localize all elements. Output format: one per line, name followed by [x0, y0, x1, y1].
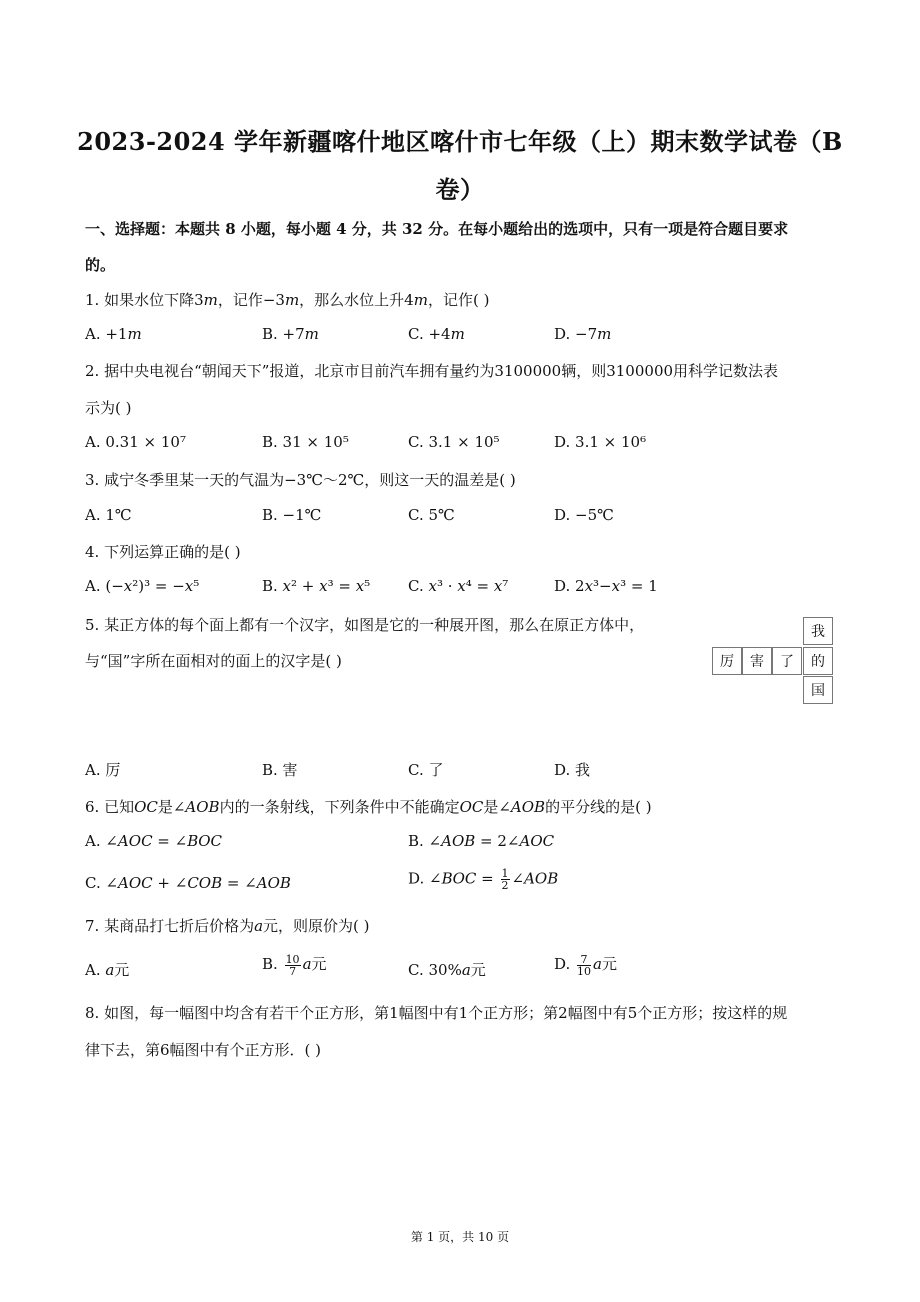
question-8-stem-line1: 8. 如图，每一幅图中均含有若干个正方形，第1幅图中有1个正方形；第2幅图中有5个正方形；按这样的规: [85, 1004, 788, 1022]
fraction-numerator: 1: [501, 867, 509, 880]
exam-title-line2: 卷）: [435, 175, 485, 204]
question-2-option-a: A. 0.31 × 10⁷: [85, 433, 186, 451]
fraction-denominator: 2: [501, 879, 509, 892]
question-6-option-c: C. ∠𝐴𝑂𝐶 + ∠𝐶𝑂𝐵 = ∠𝐴𝑂𝐵: [85, 874, 291, 892]
cube-face-bottom: 国: [803, 676, 833, 704]
question-4-option-d: D. 2𝑥³−𝑥³ = 1: [554, 577, 658, 595]
question-5-option-b: B. 害: [262, 761, 298, 779]
section-heading-line1: 一、选择题：本题共 8 小题，每小题 4 分，共 32 分。在每小题给出的选项中，只有一项是符合题目要求: [85, 220, 789, 238]
question-3-option-a: A. 1℃: [85, 506, 132, 524]
cube-face-row-4: 的: [803, 647, 833, 675]
question-8-stem-line2: 律下去，第6幅图中有个正方形．( ): [85, 1041, 322, 1059]
fraction-one-half: [501, 868, 510, 891]
question-7-option-b: [262, 953, 327, 977]
cube-face-row-2: 害: [742, 647, 772, 675]
question-3-option-b: B. −1℃: [262, 506, 322, 524]
question-5-option-a: A. 厉: [85, 761, 121, 779]
question-2-option-d: D. 3.1 × 10⁶: [554, 433, 647, 451]
question-1-option-c: C. +4𝑚: [408, 325, 465, 343]
question-6-option-b: B. ∠𝐴𝑂𝐵 = 2∠𝐴𝑂𝐶: [408, 832, 555, 850]
question-3-option-d: D. −5℃: [554, 506, 614, 524]
question-5-stem-line2: 与“国”字所在面相对的面上的汉字是( ): [85, 652, 342, 670]
cube-face-top: 我: [803, 617, 833, 645]
page-footer: 第 1 页，共 10 页: [410, 1230, 510, 1244]
fraction-denominator: 7: [289, 964, 297, 978]
question-6-option-d: [408, 868, 558, 891]
question-5-option-d: D. 我: [554, 761, 591, 779]
fraction-numerator: 7: [577, 954, 591, 966]
question-7-option-b-prefix: B.: [262, 955, 283, 973]
question-4-stem: 4. 下列运算正确的是( ): [85, 543, 241, 561]
exam-title-line1: 2023-2024 学年新疆喀什地区喀什市七年级（上）期末数学试卷（B: [77, 127, 843, 156]
question-4-option-a: A. (−𝑥²)³ = −𝑥⁵: [85, 577, 200, 595]
question-2-stem-line1: 2. 据中央电视台“朝闻天下”报道，北京市目前汽车拥有量约为3100000辆，则3100000用科学记数法表: [85, 362, 779, 380]
question-6-option-d-prefix: D. ∠𝐵𝑂𝐶 =: [408, 869, 499, 888]
question-5-stem-line1: 5. 某正方体的每个面上都有一个汉字，如图是它的一种展开图，那么在原正方体中，: [85, 616, 645, 634]
question-3-option-c: C. 5℃: [408, 506, 455, 524]
question-2-stem-line2: 示为( ): [85, 399, 132, 417]
question-7-stem: 7. 某商品打七折后价格为𝑎元，则原价为( ): [85, 917, 370, 935]
question-4-option-b: B. 𝑥² + 𝑥³ = 𝑥⁵: [262, 577, 371, 595]
question-7-option-d: [554, 953, 617, 977]
question-7-option-c: C. 30%𝑎元: [408, 961, 486, 979]
question-1-option-a: A. +1𝑚: [85, 325, 142, 343]
fraction-numerator: 10: [285, 952, 300, 966]
fraction-seven-tenths: [577, 954, 591, 977]
question-1-option-d: D. −7𝑚: [554, 325, 612, 343]
section-heading-line2: 的。: [85, 256, 116, 274]
question-7-option-a: A. 𝑎元: [85, 961, 130, 979]
question-6-option-a: A. ∠𝐴𝑂𝐶 = ∠𝐵𝑂𝐶: [85, 832, 223, 850]
question-1-stem: 1. 如果水位下降3𝑚，记作−3𝑚，那么水位上升4𝑚，记作( ): [85, 291, 490, 309]
question-4-option-c: C. 𝑥³ · 𝑥⁴ = 𝑥⁷: [408, 577, 509, 595]
question-2-option-c: C. 3.1 × 10⁵: [408, 433, 500, 451]
fraction-denominator: 10: [577, 964, 592, 978]
fraction-ten-sevenths: [285, 954, 301, 977]
question-3-stem: 3. 咸宁冬季里某一天的气温为−3℃～2℃，则这一天的温差是( ): [85, 471, 516, 489]
question-1-option-b: B. +7𝑚: [262, 325, 319, 343]
question-7-option-d-prefix: D.: [554, 955, 576, 973]
question-5-option-c: C. 了: [408, 761, 444, 779]
question-7-option-b-suffix: 𝑎元: [302, 955, 327, 973]
question-6-stem: 6. 已知𝑂𝐶是∠𝐴𝑂𝐵内的一条射线，下列条件中不能确定𝑂𝐶是∠𝐴𝑂𝐵的平分线的是( ): [85, 798, 652, 816]
question-2-option-b: B. 31 × 10⁵: [262, 433, 349, 451]
cube-face-row-1: 厉: [712, 647, 742, 675]
cube-face-row-3: 了: [772, 647, 802, 675]
question-7-option-d-suffix: 𝑎元: [593, 955, 617, 973]
question-6-option-d-suffix: ∠𝐴𝑂𝐵: [511, 869, 559, 888]
